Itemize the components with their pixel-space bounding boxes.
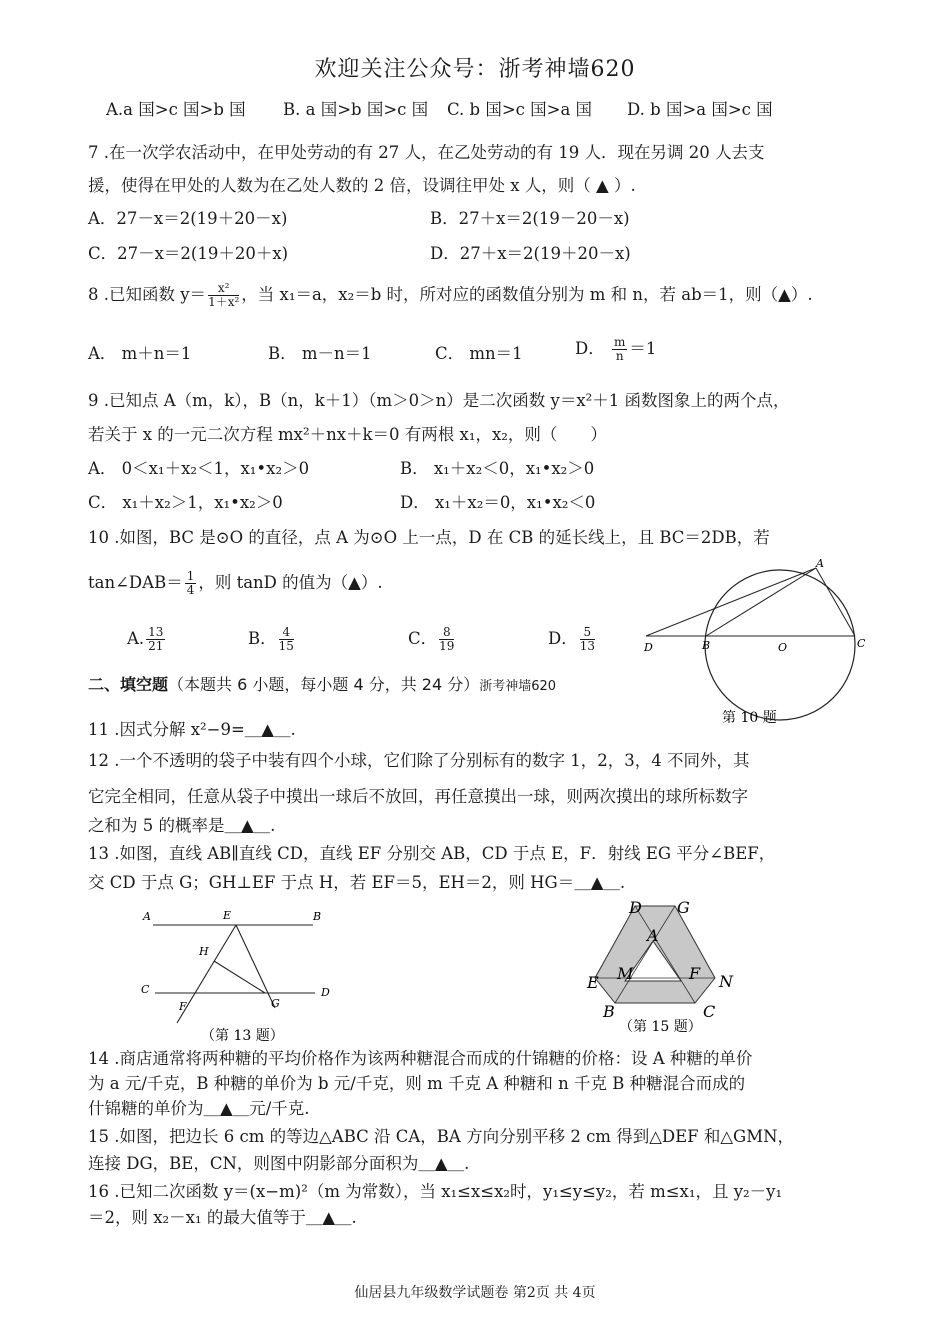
q8-option-d-fraction: [612, 336, 627, 363]
q15-label-n: N: [719, 972, 733, 991]
q6-option-d: D. b 国>a 国>c 国: [627, 100, 773, 119]
q8-option-c: C． mn＝1: [435, 344, 523, 363]
q8-stem-suffix: ，当 x₁＝a，x₂＝b 时，所对应的函数值分别为 m 和 n，若 ab＝1，则（▲）.: [241, 285, 813, 304]
q10-stem-line1: 10 .如图，BC 是⊙O 的直径，点 A 为⊙O 上一点，D 在 CB 的延长线上，且 BC＝2DB，若: [88, 528, 770, 547]
q12-stem-line1: 12 .一个不透明的袋子中装有四个小球，它们除了分别标有的数字 1，2，3，4 不同外，其: [88, 751, 750, 770]
q15-label-f: F: [689, 964, 701, 983]
q13-label-b: B: [313, 910, 322, 923]
q12-stem-line2: 它完全相同，任意从袋子中摸出一球后不放回，再任意摸出一球，则两次摸出的球所标数字: [88, 787, 748, 806]
q13-label-f: F: [179, 1000, 187, 1013]
q10-tan-numerator: 1: [186, 569, 195, 583]
q10-label-c: C: [857, 637, 866, 650]
q9-stem-line2: 若关于 x 的一元二次方程 mx²＋nx＋k＝0 有两根 x₁，x₂，则（ ）: [88, 425, 607, 444]
q10-stem-line2: [88, 570, 383, 597]
q8-option-d: [575, 336, 656, 363]
q12-stem-line3: 之和为 5 的概率是＿▲＿.: [88, 816, 276, 835]
q10-figure-caption: 第 10 题: [722, 710, 777, 726]
q7-option-c: C．27－x＝2(19＋20＋x): [88, 244, 289, 263]
q8-fraction-denominator: 1＋x²: [208, 295, 240, 309]
q10-option-b-numerator: 4: [279, 626, 294, 640]
q9-option-c: C． x₁＋x₂＞1，x₁•x₂＞0: [88, 493, 283, 512]
q10-option-c-numerator: 8: [439, 626, 454, 640]
q7-stem-line2: 援，使得在甲处的人数为在乙处人数的 2 倍，设调往甲处 x 人，则（ ▲ ）.: [88, 176, 636, 195]
q10-option-a: [127, 626, 167, 653]
q10-circle-figure: [636, 558, 876, 748]
q8-option-d-denominator: n: [615, 349, 624, 363]
page-header-banner: 欢迎关注公众号：浙考神墙620: [314, 57, 636, 82]
q10-tan-fraction: [185, 570, 197, 597]
q8-function-fraction: [208, 282, 239, 309]
q10-option-d-denominator: 13: [579, 639, 596, 653]
q16-stem-line1: 16 .已知二次函数 y＝(x−m)²（m 为常数），当 x₁≤x≤x₂时，y₁≤y≤y₂，若 m≤x₁，且 y₂－y₁: [88, 1182, 783, 1201]
q10-option-b-fraction: [279, 626, 294, 653]
q10-option-a-fraction: [146, 626, 165, 653]
q10-line-da: [646, 568, 816, 636]
q10-option-d-numerator: 5: [580, 626, 595, 640]
q15-label-b: B: [603, 1002, 615, 1021]
q15-label-m: M: [617, 964, 634, 983]
q10-option-a-numerator: 13: [148, 625, 164, 639]
q10-option-c-denominator: 19: [439, 639, 455, 653]
q10-option-c: [408, 626, 456, 653]
q15-stem-line2: 连接 DG，BE，CN，则图中阴影部分面积为＿▲＿.: [88, 1154, 470, 1173]
q13-figure-caption: （第 13 题）: [201, 1028, 284, 1044]
q8-fraction-numerator: x²: [208, 282, 239, 296]
q6-option-a: A.a 国>c 国>b 国: [106, 100, 246, 119]
q10-option-a-denominator: 21: [148, 639, 164, 653]
q7-option-a: A．27－x＝2(19＋20－x): [88, 209, 288, 228]
page-footer: 仙居县九年级数学试题卷 第2页 共 4页: [354, 1285, 596, 1301]
q13-label-g: G: [271, 997, 280, 1010]
q15-label-g: G: [677, 898, 690, 917]
q15-stem-line1: 15 .如图，把边长 6 cm 的等边△ABC 沿 CA，BA 方向分别平移 2 cm 得到△DEF 和△GMN，: [88, 1127, 795, 1146]
q7-option-d: D．27＋x＝2(19＋20－x): [430, 244, 631, 263]
q13-label-e: E: [223, 909, 232, 922]
q10-option-c-label: C．: [408, 629, 438, 648]
q15-label-c: C: [703, 1002, 716, 1021]
q10-option-d-label: D．: [548, 629, 578, 648]
q13-label-c: C: [141, 983, 150, 996]
q13-parallel-lines-figure: [135, 903, 350, 1045]
q10-option-b: [248, 626, 296, 653]
q14-stem-line2: 为 a 元/千克，B 种糖的单价为 b 元/千克，则 m 千克 A 种糖和 n 千克 B 种糖混合而成的: [88, 1074, 746, 1093]
section2-heading: [88, 672, 556, 695]
section2-watermark: 浙考神墙620: [479, 679, 557, 694]
q6-option-c: C. b 国>c 国>a 国: [447, 100, 593, 119]
q13-stem-line2: 交 CD 于点 G；GH⊥EF 于点 H，若 EF＝5，EH＝2，则 HG＝＿▲＿.: [88, 873, 626, 892]
q8-option-a: A． m＋n＝1: [88, 344, 192, 363]
q16-stem-line2: ＝2，则 x₂－x₁ 的最大值等于＿▲＿.: [88, 1208, 357, 1227]
q8-option-d-tail: ＝1: [629, 339, 657, 358]
q6-option-b: B. a 国>b 国>c 国: [283, 100, 429, 119]
section2-note: （本题共 6 小题，每小题 4 分，共 24 分）: [168, 675, 480, 694]
q13-ray-eg: [236, 925, 275, 1008]
q14-stem-line3: 什锦糖的单价为＿▲＿元/千克.: [88, 1099, 310, 1118]
q11-stem: 11 .因式分解 x²−9=＿▲＿.: [88, 720, 296, 739]
q10-label-o: O: [778, 641, 788, 654]
q13-stem-line1: 13 .如图，直线 AB∥直线 CD，直线 EF 分别交 AB，CD 于点 E，F．射线 EG 平分∠BEF，: [88, 844, 776, 863]
q10-line-ba: [706, 568, 816, 636]
q15-figure-caption: （第 15 题）: [619, 1019, 702, 1035]
q10-label-b: B: [702, 639, 711, 652]
q9-stem-line1: 9 .已知点 A（m，k），B（n，k＋1）（m＞0＞n）是二次函数 y＝x²＋1 函数图象上的两个点，: [88, 391, 790, 410]
q9-option-a: A． 0＜x₁＋x₂＜1，x₁•x₂＞0: [88, 459, 310, 478]
q10-option-b-label: B．: [248, 629, 277, 648]
q10-stem-prefix: tan∠DAB＝: [88, 573, 183, 592]
q13-segment-gh: [214, 961, 265, 993]
q14-stem-line1: 14 .商店通常将两种糖的平均价格作为该两种糖混合而成的什锦糖的价格：设 A 种糖的单价: [88, 1049, 753, 1068]
q15-label-e: E: [587, 973, 599, 992]
q10-option-d-fraction: [580, 626, 595, 653]
q15-label-d: D: [629, 898, 642, 917]
q8-stem-prefix: 8 .已知函数 y＝: [88, 285, 207, 304]
q10-option-c-fraction: [439, 626, 454, 653]
q9-option-b: B． x₁＋x₂＜0，x₁•x₂＞0: [400, 459, 595, 478]
q10-stem-suffix: ，则 tanD 的值为（▲）.: [198, 573, 383, 592]
q13-label-a: A: [143, 910, 151, 923]
q15-label-a: A: [647, 926, 659, 945]
q7-option-b: B．27＋x＝2(19－20－x): [430, 209, 630, 228]
q13-label-h: H: [199, 945, 209, 958]
q10-label-d: D: [644, 641, 653, 654]
q10-option-a-label: A.: [127, 629, 145, 648]
q10-option-d: [548, 626, 597, 653]
q10-line-ac: [816, 568, 855, 636]
q13-label-d: D: [321, 986, 330, 999]
section2-title: 二、填空题: [88, 675, 169, 694]
q10-option-b-denominator: 15: [278, 639, 294, 653]
q10-tan-denominator: 4: [186, 583, 195, 597]
q15-triangle-figure: [585, 893, 745, 1038]
q7-stem-line1: 7 .在一次学农活动中，在甲处劳动的有 27 人，在乙处劳动的有 19 人．现在另调 20 人去支: [88, 143, 765, 162]
q8-option-d-label: D．: [575, 339, 610, 358]
q10-label-a: A: [816, 558, 824, 570]
q9-option-d: D． x₁＋x₂＝0，x₁•x₂＜0: [400, 493, 596, 512]
q8-option-d-numerator: m: [613, 335, 626, 349]
q8-option-b: B． m－n＝1: [268, 344, 372, 363]
q8-stem: [88, 282, 813, 309]
